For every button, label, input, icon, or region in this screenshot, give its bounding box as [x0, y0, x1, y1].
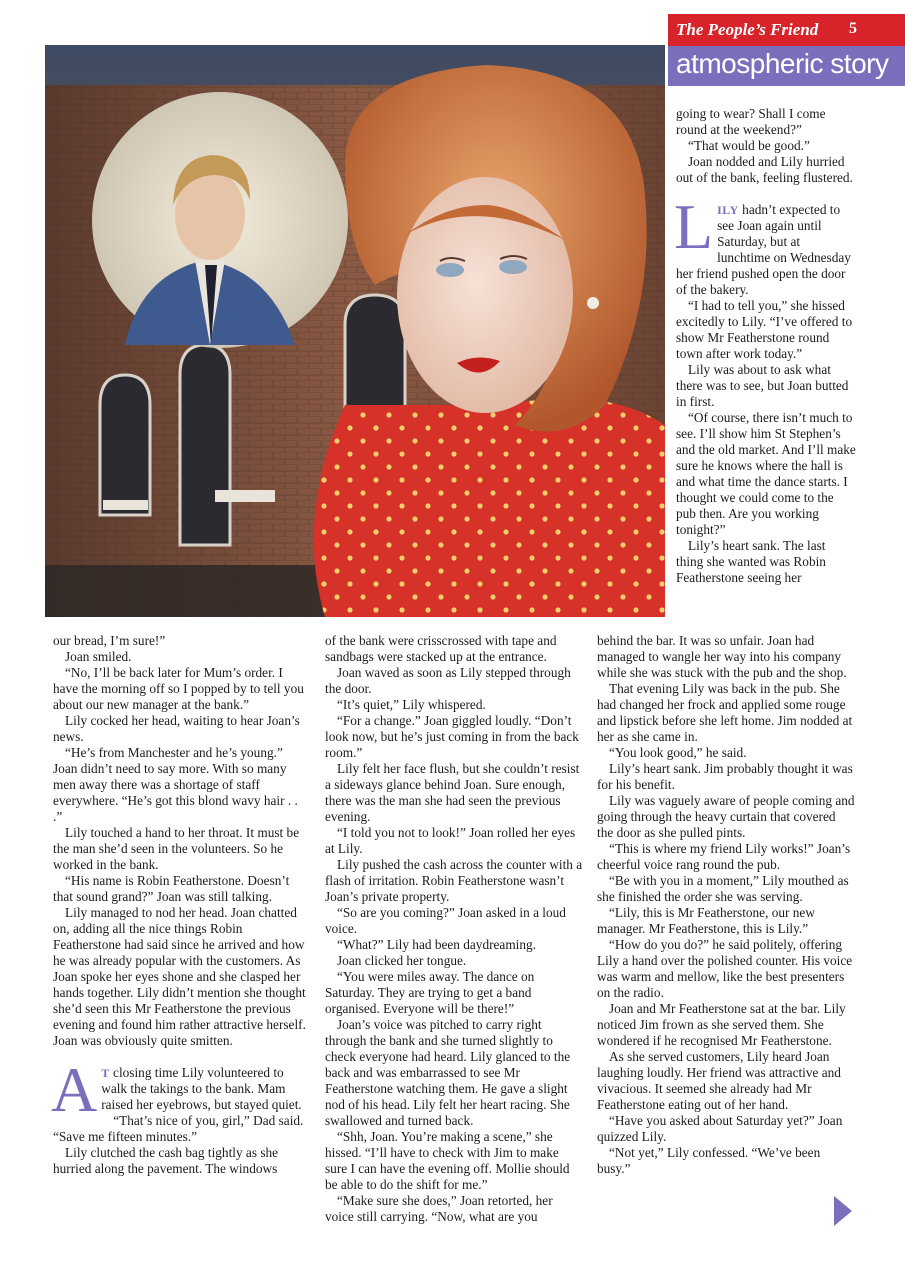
- paragraph: of the bank were crisscrossed with tape and sandbags were stacked up at the entrance.: [325, 633, 557, 664]
- paragraph: Lily managed to nod her head. Joan chatted on, adding all the nice things Robin Featherstone had said since he arrived and how he was already popular with the customers. As Joan spoke her eyes shone and she clasped her hands together. Lily didn’t mention she thought she’d seen this Mr Featherstone the previous evening and found him rather attractive herself. Joan was obviously quite smitten.: [53, 905, 306, 1048]
- paragraph: “I had to tell you,” she hissed excitedly to Lily. “I’ve offered to show Mr Featherstone round town after work today.”: [676, 298, 853, 361]
- paragraph: our bread, I’m sure!”: [53, 633, 166, 648]
- paragraph: That evening Lily was back in the pub. She had changed her frock and applied some rouge and lipstick before she left home. Jim nodded at her as she came in.: [597, 681, 853, 744]
- paragraph: Lily cocked her head, waiting to hear Joan’s news.: [53, 713, 300, 744]
- column-right-top: [676, 106, 856, 586]
- paragraph: “You were miles away. The dance on Saturday. They are trying to get a band organised. Everyone will be there!”: [325, 969, 535, 1016]
- paragraph: “For a change.” Joan giggled loudly. “Don’t look now, but he’s just coming in from the back room.”: [325, 713, 579, 760]
- magazine-title: The People’s Friend: [676, 20, 819, 39]
- paragraph: “You look good,” he said.: [609, 745, 747, 760]
- paragraph-text: hadn’t expected to see Joan again until Saturday, but at lunchtime on Wednesday her friend pushed open the door of the bakery.: [676, 202, 851, 297]
- paragraph: Lily clutched the cash bag tightly as she hurried along the pavement. The windows: [53, 1145, 279, 1176]
- story-illustration: [45, 45, 665, 617]
- next-page-arrow-icon[interactable]: [834, 1196, 852, 1231]
- paragraph: Lily touched a hand to her throat. It must be the man she’d seen in the volunteers. So he worked in the bank.: [53, 825, 300, 872]
- column-3: [597, 633, 855, 1177]
- paragraph: Lily’s heart sank. The last thing she wanted was Robin Featherstone seeing her: [676, 538, 826, 585]
- drop-cap: A: [51, 1054, 98, 1125]
- paragraph: As she served customers, Lily heard Joan laughing loudly. Her friend was attractive and vivacious. It seemed she already had Mr Featherstone eating out of her hand.: [597, 1049, 841, 1112]
- paragraph: “He’s from Manchester and he’s young.” Joan didn’t need to say more. With so many men away there was a shortage of staff everywhere. “He’s got this blond wavy hair . . .”: [53, 745, 298, 824]
- paragraph: “Make sure she does,” Joan retorted, her voice still carrying. “Now, what are you: [325, 1193, 553, 1224]
- paragraph: Joan smiled.: [65, 649, 132, 664]
- paragraph: “That would be good.”: [688, 138, 810, 153]
- paragraph: Lily pushed the cash across the counter with a flash of irritation. Robin Featherstone wasn’t Joan’s private property.: [325, 857, 583, 904]
- paragraph: “I told you not to look!” Joan rolled her eyes at Lily.: [325, 825, 576, 856]
- paragraph: “That’s nice of you, girl,” Dad said. “Save me fifteen minutes.”: [53, 1113, 304, 1144]
- paragraph: Lily’s heart sank. Jim probably thought it was for his benefit.: [597, 761, 853, 792]
- paragraph: behind the bar. It was so unfair. Joan had managed to wangle her way into his company while she was stuck with the pub and the shop.: [597, 633, 847, 680]
- paragraph-dropcap: [51, 1054, 310, 1125]
- paragraph: “Not yet,” Lily confessed. “We’ve been busy.”: [597, 1145, 821, 1176]
- paragraph: Joan’s voice was pitched to carry right through the bank and she turned slightly to check everyone had heard. Lily glanced to the back and was embarrassed to see Mr Featherstone watching them. He gave a slight nod of his head. Lily felt her heart racing. She swallowed and turned back.: [325, 1017, 571, 1128]
- paragraph: “This is where my friend Lily works!” Joan’s cheerful voice rang round the pub.: [597, 841, 851, 872]
- small-caps: T: [101, 1066, 110, 1080]
- paragraph: “Lily, this is Mr Featherstone, our new manager. Mr Featherstone, this is Lily.”: [597, 905, 815, 936]
- paragraph: “Be with you in a moment,” Lily mouthed as she finished the order she was serving.: [597, 873, 849, 904]
- paragraph-dropcap: [674, 191, 856, 298]
- page-number: 5: [849, 20, 857, 37]
- paragraph: Lily was about to ask what there was to see, but Joan butted in first.: [676, 362, 849, 409]
- small-caps: ILY: [717, 203, 739, 217]
- paragraph: “Have you asked about Saturday yet?” Joan quizzed Lily.: [597, 1113, 843, 1144]
- paragraph: Joan and Mr Featherstone sat at the bar. Lily noticed Jim frown as she served them. She wondered if he recognised Mr Featherstone.: [597, 1001, 846, 1048]
- paragraph: Joan nodded and Lily hurried out of the bank, feeling flustered.: [676, 154, 853, 185]
- paragraph: “His name is Robin Featherstone. Doesn’t that sound grand?” Joan was still talking.: [53, 873, 290, 904]
- paragraph: “What?” Lily had been daydreaming.: [337, 937, 536, 952]
- drop-cap: L: [674, 191, 714, 262]
- paragraph: “No, I’ll be back later for Mum’s order. I have the morning off so I popped by to tell you about our new manager at the bank.”: [53, 665, 304, 712]
- paragraph-text: closing time Lily volunteered to walk the takings to the bank. Mam raised her eyebrows, but stayed quiet.: [101, 1065, 302, 1112]
- column-1: [53, 633, 310, 1177]
- paragraph: “So are you coming?” Joan asked in a loud voice.: [325, 905, 566, 936]
- paragraph: “How do you do?” he said politely, offering Lily a hand over the polished counter. His voice was warm and mellow, like the best presenters on the radio.: [597, 937, 853, 1000]
- paragraph: Lily was vaguely aware of people coming and going through the heavy curtain that covered the door as she pulled pints.: [597, 793, 855, 840]
- paragraph: “Shh, Joan. You’re making a scene,” she hissed. “I’ll have to check with Jim to make sure I can have the evening off. Mollie should be able to do the shift for me.”: [325, 1129, 570, 1192]
- section-title: atmospheric story: [676, 48, 889, 79]
- paragraph: Joan clicked her tongue.: [337, 953, 467, 968]
- paragraph: “Of course, there isn’t much to see. I’ll show him St Stephen’s and the old market. And I’ll make sure he knows where the hall is and what time the dance starts. I thought we could come to the pub then. Are you working tonight?”: [676, 410, 856, 537]
- paragraph: “It’s quiet,” Lily whispered.: [337, 697, 486, 712]
- paragraph: Lily felt her face flush, but she couldn’t resist a sideways glance behind Joan. Sure enough, there was the man she had seen the previous evening.: [325, 761, 580, 824]
- column-2: [325, 633, 583, 1225]
- paragraph: Joan waved as soon as Lily stepped through the door.: [325, 665, 571, 696]
- paragraph: going to wear? Shall I come round at the weekend?”: [676, 106, 826, 137]
